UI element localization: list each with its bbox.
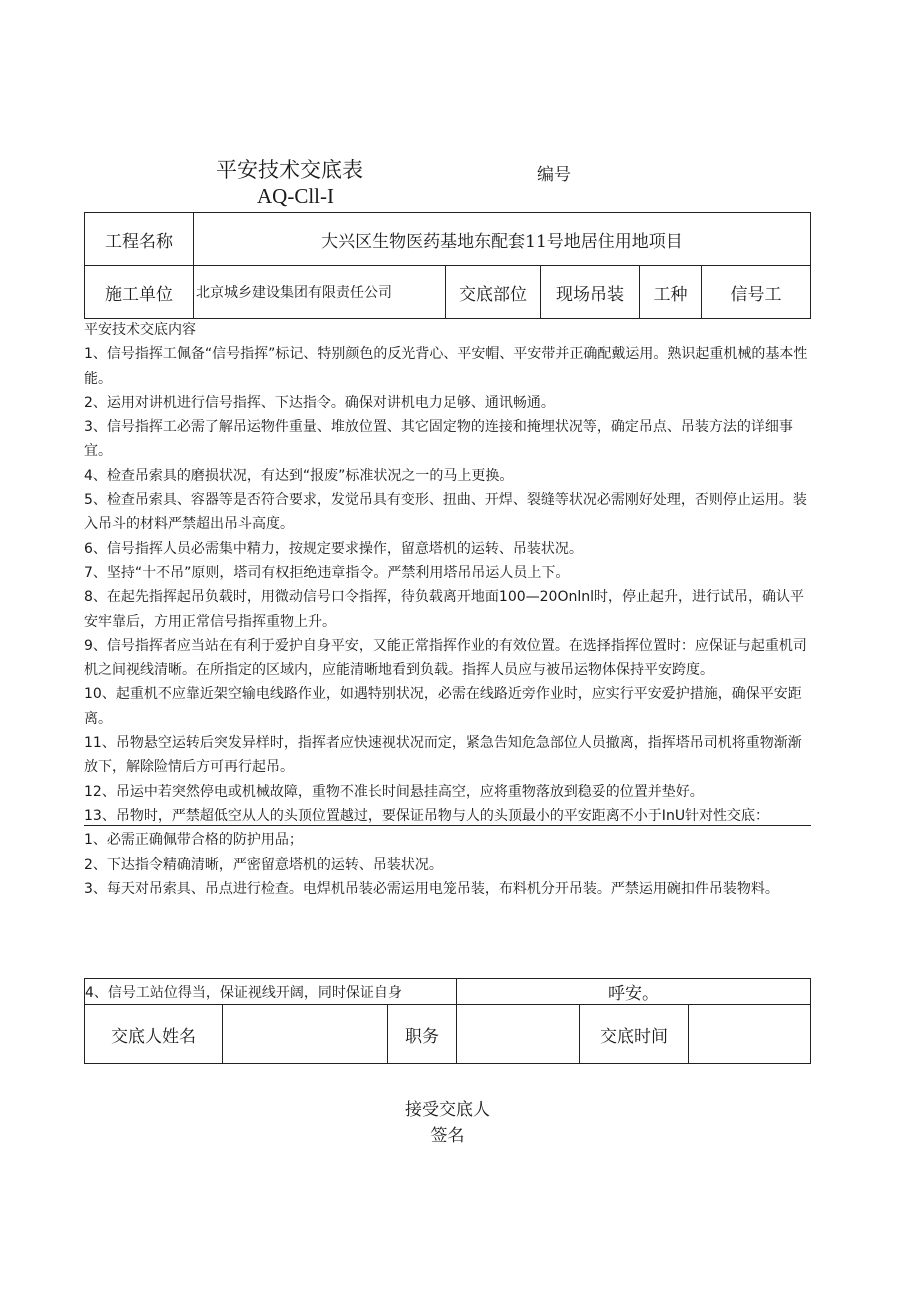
content-item: 1、必需正确佩带合格的防护用品；: [84, 832, 303, 849]
content-item: 5、检查吊索具、容器等是否符合要求，发觉吊具有变形、扭曲、开焊、裂缝等状况必需刚好处理，否则停止运用。装入吊斗的材料严禁超出吊斗高度。: [84, 492, 807, 533]
content-item: 12、吊运中若突然停电或机械故障，重物不准长时间悬挂高空，应将重物落放到稳妥的位置并垫好。: [84, 783, 704, 800]
content-item: 11、吊物悬空运转后突发异样时，指挥者应快速视状况而定，紧急告知危急部位人员撤离，指挥塔吊司机将重物渐渐放下，解除险情后方可再行起吊。: [84, 735, 802, 776]
content-heading: 平安技术交底内容: [84, 322, 196, 338]
section-divider: [84, 825, 811, 826]
time-label: 交底时间: [580, 1005, 689, 1064]
serial-number-label: 编号: [537, 165, 571, 185]
position-field[interactable]: [457, 1005, 580, 1064]
contractor-value: 北京城乡建设集团有限责任公司: [194, 266, 446, 319]
content-item: 10、起重机不应靠近架空输电线路作业，如遇特别状况，必需在线路近旁作业时，应实行平安爱护措施，确保平安距离。: [84, 686, 802, 727]
content-item: 8、在起先指挥起吊负载时，用微动信号口令指挥，待负载离开地面100—20Onlnl时，停止起升，进行试吊，确认平安牢靠后，方用正常信号指挥重物上升。: [84, 589, 804, 630]
content-item: 13、吊物时，严禁超低空从人的头顶位置越过，要保证吊物与人的头顶最小的平安距离不小于InU针对性交底：: [84, 807, 770, 824]
item4-text: 4、信号工站位得当，保证视线开阔，同时保证自身: [85, 979, 457, 1005]
receiver-signature-label: 接受交底人签名: [405, 1100, 490, 1146]
trade-label: 工种: [640, 266, 702, 319]
position-label: 职务: [388, 1005, 457, 1064]
safety-content: [84, 318, 812, 901]
content-item: 4、检查吊索具的磨损状况，有达到“报废”标准状况之一的马上更换。: [84, 467, 514, 484]
document-title: 平安技术交底表: [216, 158, 363, 182]
project-name-label: 工程名称: [85, 213, 194, 266]
document-code: AQ-Cll-I: [257, 184, 334, 208]
content-item: 9、信号指挥者应当站在有利于爱护自身平安，又能正常指挥作业的有效位置。在选择指挥位置时：应保证与起重机司机之间视线清晰。在所指定的区域内，应能清晰地看到负载。指挥人员应与被吊运物体保持平安跨度。: [84, 637, 807, 679]
presenter-name-label: 交底人姓名: [85, 1005, 223, 1064]
content-item: 3、每天对吊索具、吊点进行检查。电焊机吊装必需运用电笼吊装，布料机分开吊装。严禁运用碗扣件吊装物料。: [84, 880, 779, 897]
content-item: 6、信号指挥人员必需集中精力，按规定要求操作，留意塔机的运转、吊装状况。: [84, 540, 583, 557]
project-name-value: 大兴区生物医药基地东配套11号地居住用地项目: [194, 213, 811, 266]
content-item: 2、下达指令精确清晰，严密留意塔机的运转、吊装状况。: [84, 856, 443, 873]
project-info-table: [84, 212, 811, 319]
content-item: 2、运用对讲机进行信号指挥、下达指令。确保对讲机电力足够、通讯畅通。: [84, 394, 555, 411]
location-label: 交底部位: [446, 266, 541, 319]
presenter-name-field[interactable]: [223, 1005, 388, 1064]
item4-continuation: 呼安。: [457, 979, 811, 1005]
trade-value: 信号工: [702, 266, 811, 319]
signature-table: [84, 978, 811, 1064]
content-item: 7、坚持“十不吊”原则，塔司有权拒绝违章指令。严禁利用塔吊吊运人员上下。: [84, 564, 570, 581]
content-item: 1、信号指挥工佩备“信号指挥”标记、特别颜色的反光背心、平安帽、平安带并正确配戴运用。熟识起重机械的基本性能。: [84, 346, 808, 387]
time-field[interactable]: [689, 1005, 811, 1064]
contractor-label: 施工单位: [85, 266, 194, 319]
location-value: 现场吊装: [541, 266, 640, 319]
content-item: 3、信号指挥工必需了解吊运物件重量、堆放位置、其它固定物的连接和掩埋状况等，确定吊点、吊装方法的详细事宜。: [84, 419, 793, 460]
